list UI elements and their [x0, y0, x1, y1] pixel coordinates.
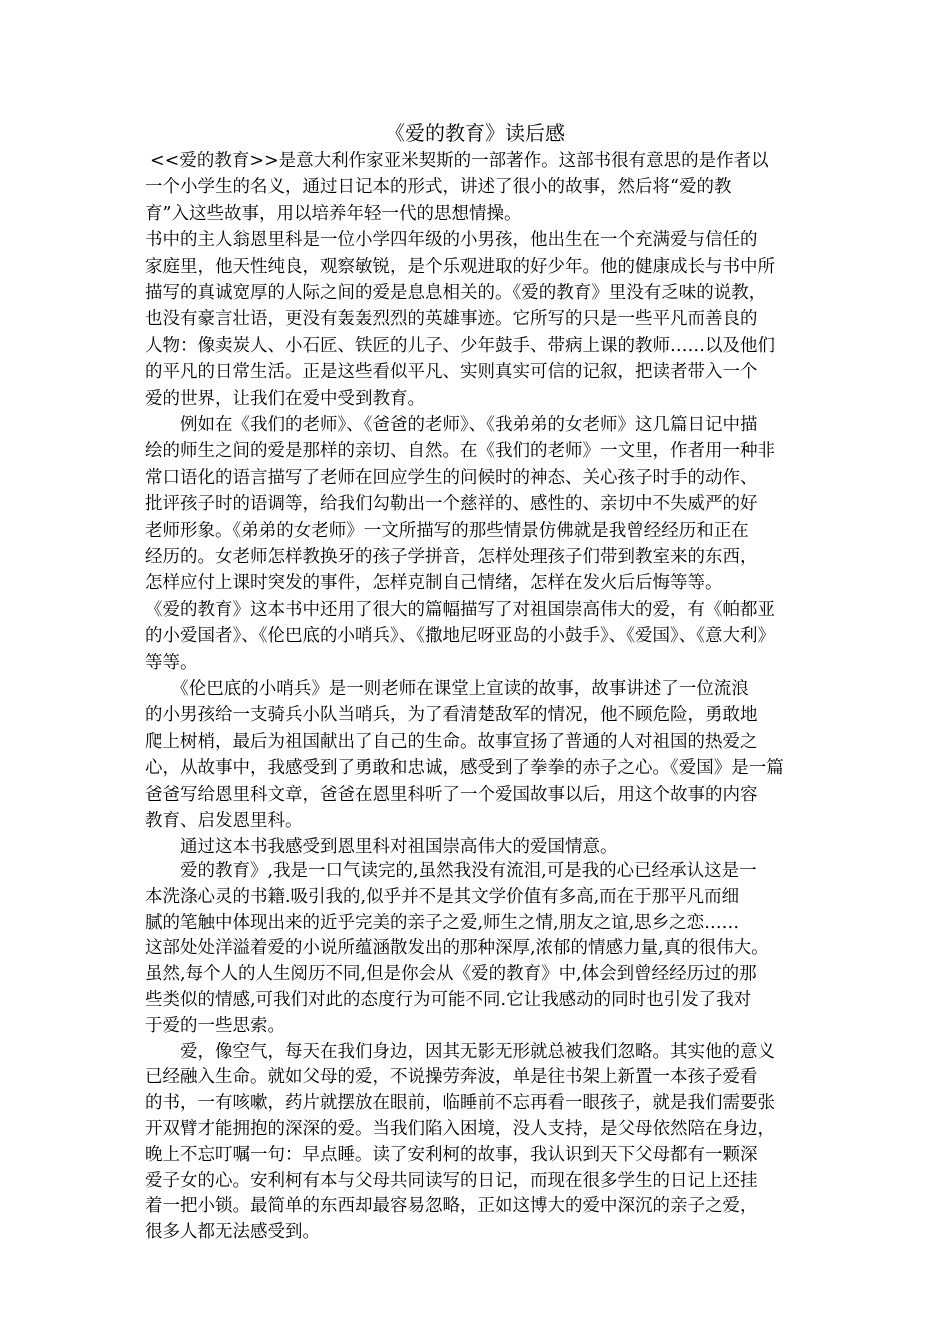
body-text-line: 的小爱国者》、《伦巴底的小哨兵》、《撒地尼呀亚岛的小鼓手》、《爱国》、《意大利》 [145, 626, 775, 646]
body-text-line: 爸爸写给恩里科文章，爸爸在恩里科听了一个爱国故事以后，用这个故事的内容 [145, 785, 758, 805]
body-text-line: 开双臂才能拥抱的深深的爱。当我们陷入困境，没人支持，是父母依然陪在身边， [145, 1119, 775, 1139]
body-text-line: 本洗涤心灵的书籍.吸引我的,似乎并不是其文学价值有多高,而在于那平凡而细 [145, 887, 740, 907]
body-text-line: 书中的主人翁恩里科是一位小学四年级的小男孩，他出生在一个充满爱与信任的 [145, 230, 758, 250]
body-text-line: 的平凡的日常生活。正是这些看似平凡、实则真实可信的记叙，把读者带入一个 [145, 362, 758, 382]
body-text-line: 《爱的教育》这本书中还用了很大的篇幅描写了对祖国崇高伟大的爱，有《帕都亚 [145, 600, 775, 620]
body-text-line: 已经融入生命。就如父母的爱，不说操劳奔波，单是往书架上新置一本孩子爱看 [145, 1067, 758, 1087]
body-text-line: 描写的真诚宽厚的人际之间的爱是息息相关的。《爱的教育》里没有乏味的说教， [145, 283, 767, 303]
body-text-line: 绘的师生之间的爱是那样的亲切、自然。在《我们的老师》一文里，作者用一种非 [145, 441, 775, 461]
body-text-line: 老师形象。《弟弟的女老师》一文所描写的那些情景仿佛就是我曾经经历和正在 [145, 521, 749, 541]
body-text-line: 育”入这些故事，用以培养年轻一代的思想情操。 [145, 204, 522, 224]
body-text-line: 的书，一有咳嗽，药片就摆放在眼前，临睡前不忘再看一眼孩子，就是我们需要张 [145, 1093, 775, 1113]
body-text-line: 通过这本书我感受到恩里科对祖国崇高伟大的爱国情意。 [145, 837, 618, 857]
body-text-line: 经历的。女老师怎样教换牙的孩子学拼音，怎样处理孩子们带到教室来的东西， [145, 547, 758, 567]
body-text-line: 心，从故事中，我感受到了勇敢和忠诚，感受到了拳拳的赤子之心。《爱国》是一篇 [145, 758, 784, 778]
body-text-line: 怎样应付上课时突发的事件，怎样克制自己情绪，怎样在发火后后悔等等。 [145, 573, 723, 593]
body-text-line: <<爱的教育>>是意大利作家亚米契斯的一部著作。这部书很有意思的是作者以 [150, 151, 769, 171]
body-text-line: 人物：像卖炭人、小石匠、铁匠的儿子、少年鼓手、带病上课的教师……以及他们 [145, 336, 775, 356]
body-text-line: 例如在《我们的老师》、《爸爸的老师》、《我弟弟的女老师》这几篇日记中描 [145, 415, 758, 435]
body-text-line: 于爱的一些思索。 [145, 1016, 285, 1036]
body-text-line: 爱的世界，让我们在爱中受到教育。 [145, 389, 425, 409]
body-text-line: 这部处处洋溢着爱的小说所蕴涵散发出的那种深厚,浓郁的情感力量,真的很伟大。 [145, 938, 769, 958]
body-text-line: 爬上树梢，最后为祖国献出了自己的生命。故事宣扬了普通的人对祖国的热爱之 [145, 732, 758, 752]
body-text-line: 等等。 [145, 653, 198, 673]
body-text-line: 爱，像空气，每天在我们身边，因其无影无形就总被我们忽略。其实他的意义 [145, 1042, 775, 1062]
body-text-line: 教育、启发恩里科。 [145, 811, 303, 831]
body-text-line: 爱子女的心。安利柯有本与父母共同读写的日记，而现在很多学生的日记上还挂 [145, 1171, 758, 1191]
body-text-line: 爱的教育》,我是一口气读完的,虽然我没有流泪,可是我的心已经承认这是一 [145, 861, 757, 881]
body-text-line: 些类似的情感,可我们对此的态度行为可能不同.它让我感动的同时也引发了我对 [145, 990, 752, 1010]
body-text-line: 家庭里，他天性纯良，观察敏锐，是个乐观进取的好少年。他的健康成长与书中所 [145, 257, 775, 277]
body-text-line: 晚上不忘叮嘱一句：早点睡。读了安利柯的故事，我认识到天下父母都有一颗深 [145, 1145, 758, 1165]
body-text-line: 一个小学生的名义，通过日记本的形式，讲述了很小的故事，然后将“爱的教 [145, 177, 732, 197]
body-text-line: 批评孩子时的语调等，给我们勾勒出一个慈祥的、感性的、亲切中不失威严的好 [145, 494, 758, 514]
body-text-line: 《伦巴底的小哨兵》是一则老师在课堂上宣读的故事，故事讲述了一位流浪 [145, 679, 749, 699]
body-text-line: 腻的笔触中体现出来的近乎完美的亲子之爱,师生之情,朋友之谊,思乡之恋…… [145, 913, 740, 933]
body-text-line: 常口语化的语言描写了老师在回应学生的问候时的神态、关心孩子时手的动作、 [145, 468, 758, 488]
document-title: 《爱的教育》读后感 [385, 121, 565, 145]
body-text-line: 的小男孩给一支骑兵小队当哨兵，为了看清楚敌军的情况，他不顾危险，勇敢地 [145, 705, 758, 725]
body-text-line: 虽然,每个人的人生阅历不同,但是你会从《爱的教育》中,体会到曾经经历过的那 [145, 964, 757, 984]
body-text-line: 着一把小锁。最简单的东西却最容易忽略，正如这博大的爱中深沉的亲子之爱， [145, 1196, 758, 1216]
body-text-line: 也没有豪言壮语，更没有轰轰烈烈的英雄事迹。它所写的只是一些平凡而善良的 [145, 309, 758, 329]
body-text-line: 很多人都无法感受到。 [145, 1222, 320, 1242]
